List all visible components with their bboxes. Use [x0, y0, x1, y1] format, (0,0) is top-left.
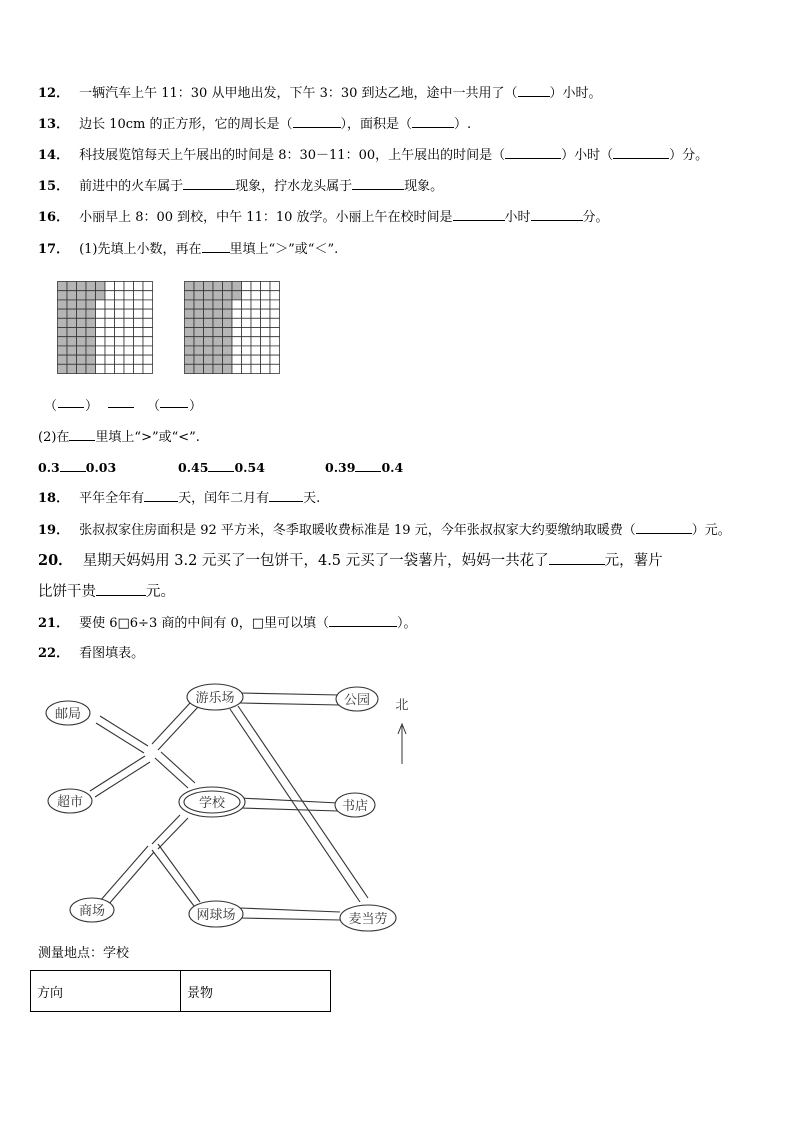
- answer-blank[interactable]: [636, 521, 692, 534]
- grid-cell: [232, 300, 242, 309]
- grid-cell-shaded: [223, 300, 233, 309]
- grid-cell: [270, 282, 280, 291]
- grid-cell: [105, 309, 115, 318]
- grid-cell-shaded: [213, 300, 223, 309]
- grid-cell: [261, 364, 271, 373]
- grid-cell: [96, 300, 106, 309]
- grid-cell: [96, 328, 106, 337]
- grid-cell-shaded: [77, 346, 87, 355]
- grid-cell: [251, 300, 261, 309]
- compare-item-2: 0.45 0.54: [178, 460, 265, 475]
- grid-cell-shaded: [223, 328, 233, 337]
- grid-cell: [143, 282, 153, 291]
- grid-cell: [251, 355, 261, 364]
- grid-cell: [261, 291, 271, 300]
- road: [152, 703, 198, 750]
- question-15: 15． 前进中的火车属于 现象，拧水龙头属于 现象。: [38, 179, 444, 194]
- grid-cell-shaded: [86, 355, 96, 364]
- grid-cell: [251, 282, 261, 291]
- answer-blank[interactable]: [293, 115, 341, 128]
- grid-cell: [105, 328, 115, 337]
- grid-cell-shaded: [204, 300, 214, 309]
- question-13: 13． 边长 10cm 的正方形，它的周长是（ ），面积是（ ）.: [38, 117, 472, 132]
- grid-cell-shaded: [223, 282, 233, 291]
- grid-cell: [261, 328, 271, 337]
- grid-cell-shaded: [77, 291, 87, 300]
- answer-blank[interactable]: [160, 395, 188, 408]
- map-label: 麦当劳: [348, 912, 388, 927]
- grid-cell: [124, 318, 134, 327]
- grid-cell: [96, 337, 106, 346]
- grid-cell-shaded: [213, 282, 223, 291]
- table-header-scenery: 景物: [181, 971, 331, 1012]
- grid-cell: [232, 364, 242, 373]
- grid-cell: [143, 346, 153, 355]
- question-number: 14．: [38, 148, 70, 163]
- grid-cell: [242, 328, 252, 337]
- grid-cell: [270, 337, 280, 346]
- answer-blank[interactable]: [518, 84, 550, 97]
- grid-cell: [96, 346, 106, 355]
- question-12: 12． 一辆汽车上午 11：30 从甲地出发，下午 3：30 到达乙地，途中一共用了（ ）小时。: [38, 86, 602, 101]
- question-16: 16． 小丽早上 8：00 到校，中午 11：10 放学。小丽上午在校时间是 小时 分。: [38, 210, 609, 225]
- grid-cell-shaded: [86, 291, 96, 300]
- grid-cell-shaded: [77, 337, 87, 346]
- map-label: 游乐场: [195, 691, 235, 706]
- grid-cell: [261, 309, 271, 318]
- grid-cell: [124, 346, 134, 355]
- grid-cell-shaded: [223, 364, 233, 373]
- question-number: 17．: [38, 242, 70, 257]
- grid-cell: [105, 282, 115, 291]
- grid-cell: [115, 300, 125, 309]
- answer-blank[interactable]: [531, 208, 583, 221]
- answer-blank[interactable]: [505, 146, 561, 159]
- grid-cell-shaded: [194, 328, 204, 337]
- road: [100, 846, 154, 905]
- grid-cell: [105, 364, 115, 373]
- grid-cell-shaded: [213, 309, 223, 318]
- grid-cell: [232, 328, 242, 337]
- measure-label: 测量地点：学校: [38, 946, 130, 961]
- grid-cell-shaded: [185, 309, 195, 318]
- map-label: 网球场: [196, 908, 236, 923]
- grid-cell-shaded: [185, 300, 195, 309]
- grid-cell-shaded: [185, 346, 195, 355]
- answer-blank[interactable]: [69, 428, 95, 441]
- grid-cell-shaded: [213, 364, 223, 373]
- grid-cell: [105, 346, 115, 355]
- grid-cell: [134, 355, 144, 364]
- grid-cell: [143, 337, 153, 346]
- question-number: 21．: [38, 616, 70, 631]
- grid-cell: [105, 318, 115, 327]
- road: [240, 693, 340, 705]
- grid-cell: [251, 337, 261, 346]
- grid-cell-shaded: [58, 318, 68, 327]
- compare-item-3: 0.39 0.4: [325, 460, 404, 475]
- question-number: 20．: [38, 552, 73, 569]
- grid-cell-shaded: [204, 282, 214, 291]
- grid-cell-shaded: [86, 364, 96, 373]
- grid-cell-shaded: [67, 300, 77, 309]
- grid-cell-shaded: [213, 328, 223, 337]
- grid-cell-shaded: [185, 328, 195, 337]
- compare-item-1: 0.3 0.03: [38, 460, 117, 475]
- question-20: 20． 星期天妈妈用 3.2 元买了一包饼干，4.5 元买了一袋薯片，妈妈一共花了 元，薯片: [38, 552, 663, 569]
- grid-cell: [232, 346, 242, 355]
- grid-cell: [261, 337, 271, 346]
- grid-cell: [270, 355, 280, 364]
- grid-cell: [96, 318, 106, 327]
- grid-cell-shaded: [77, 318, 87, 327]
- grid-cell: [261, 300, 271, 309]
- grid-cell: [143, 328, 153, 337]
- grid-cell: [105, 300, 115, 309]
- grid-cell-shaded: [194, 337, 204, 346]
- road: [152, 815, 188, 849]
- grid-cell: [143, 355, 153, 364]
- grid-cell: [261, 346, 271, 355]
- answer-blank[interactable]: [58, 395, 84, 408]
- grid-cell-shaded: [223, 355, 233, 364]
- grid-cell-shaded: [96, 291, 106, 300]
- grid-cell-shaded: [77, 282, 87, 291]
- grid-cell-shaded: [185, 355, 195, 364]
- grid-cell: [242, 300, 252, 309]
- grid-cell-shaded: [185, 337, 195, 346]
- grid-cell-shaded: [67, 282, 77, 291]
- grid-cell-shaded: [67, 337, 77, 346]
- grid-cell-shaded: [86, 337, 96, 346]
- grid-cell-shaded: [232, 282, 242, 291]
- grid-cell: [105, 337, 115, 346]
- grid-cell-shaded: [77, 309, 87, 318]
- grid-cell-shaded: [58, 309, 68, 318]
- grid-cell: [124, 291, 134, 300]
- question-14: 14． 科技展览馆每天上午展出的时间是 8：30－11：00，上午展出的时间是（ ）小时（ ）分。: [38, 148, 709, 163]
- grid-cell-shaded: [194, 291, 204, 300]
- question-21: 21． 要使 6□6÷3 商的中间有 0，□里可以填（ ）。: [38, 616, 417, 631]
- grid-cell-shaded: [86, 346, 96, 355]
- grid-cell: [143, 309, 153, 318]
- grid-cell: [124, 282, 134, 291]
- grid-cell-shaded: [213, 291, 223, 300]
- compare-blank[interactable]: [108, 395, 134, 408]
- grid-cell: [115, 346, 125, 355]
- grid-cell: [115, 364, 125, 373]
- grid-cell-shaded: [232, 291, 242, 300]
- question-17: 17． (1)先填上小数，再在 里填上“＞”或“＜”.: [38, 242, 339, 257]
- direction-table: [30, 970, 331, 1012]
- grid-cell: [270, 300, 280, 309]
- grid-cell: [232, 318, 242, 327]
- grid-cell: [124, 364, 134, 373]
- answer-blank[interactable]: [453, 208, 505, 221]
- grid-cell: [251, 318, 261, 327]
- grid-cell: [251, 328, 261, 337]
- grid-cell-shaded: [77, 355, 87, 364]
- grid-cell-shaded: [96, 282, 106, 291]
- grid-cell-shaded: [58, 337, 68, 346]
- grid-cell-shaded: [86, 318, 96, 327]
- grid-cell: [115, 355, 125, 364]
- map-diagram: [40, 676, 420, 938]
- grid-cell-shaded: [77, 364, 87, 373]
- grid-cell: [232, 355, 242, 364]
- grid-cell-shaded: [58, 364, 68, 373]
- map-label: 邮局: [54, 707, 82, 722]
- grid-cell: [261, 318, 271, 327]
- grid-cell: [232, 337, 242, 346]
- grid-cell-shaded: [86, 328, 96, 337]
- grid-cell-shaded: [204, 328, 214, 337]
- grid-cell: [143, 364, 153, 373]
- map-label: 超市: [56, 795, 84, 810]
- map-label: 公园: [343, 693, 371, 708]
- grid-cell-shaded: [58, 328, 68, 337]
- answer-blank[interactable]: [144, 489, 178, 502]
- hundred-grid-right: [184, 281, 280, 374]
- grid-cell-shaded: [213, 318, 223, 327]
- grid-cell: [115, 328, 125, 337]
- grid-cell-shaded: [204, 364, 214, 373]
- grid-cell-shaded: [67, 309, 77, 318]
- grid-cell: [124, 300, 134, 309]
- answer-blank[interactable]: [96, 583, 146, 596]
- map-label: 书店: [341, 799, 369, 814]
- grid-cell-shaded: [223, 309, 233, 318]
- grid-cell: [242, 282, 252, 291]
- grid-cell-shaded: [194, 355, 204, 364]
- grid-cell-shaded: [223, 346, 233, 355]
- grid-cell-shaded: [58, 355, 68, 364]
- grid-cell: [232, 309, 242, 318]
- grid-cell-shaded: [223, 318, 233, 327]
- grid-cell: [143, 318, 153, 327]
- grid-cell-shaded: [185, 364, 195, 373]
- grid-cell-shaded: [86, 300, 96, 309]
- road: [152, 844, 200, 906]
- answer-blank[interactable]: [412, 115, 454, 128]
- grid-cell: [96, 309, 106, 318]
- grid-cell-shaded: [213, 355, 223, 364]
- question-22: 22． 看图填表。: [38, 646, 145, 661]
- grid-cell: [134, 300, 144, 309]
- grid-cell: [134, 309, 144, 318]
- grid-cell: [242, 318, 252, 327]
- road: [155, 752, 195, 788]
- grid-cell: [134, 328, 144, 337]
- grid-cell-shaded: [67, 346, 77, 355]
- grid-cell: [242, 291, 252, 300]
- grid-cell: [115, 318, 125, 327]
- question-number: 18．: [38, 491, 70, 506]
- compare-blank[interactable]: [60, 459, 86, 472]
- question-number: 19．: [38, 523, 70, 538]
- grid-cell: [134, 318, 144, 327]
- grid-cell-shaded: [194, 364, 204, 373]
- grid-cell-shaded: [194, 282, 204, 291]
- grid-cell: [270, 364, 280, 373]
- road: [240, 798, 338, 811]
- grid-cell: [134, 337, 144, 346]
- grid-cell-shaded: [194, 346, 204, 355]
- grid-cell: [115, 309, 125, 318]
- compare-blank[interactable]: [208, 459, 234, 472]
- grid-cell-shaded: [67, 291, 77, 300]
- grid-cell: [115, 337, 125, 346]
- grid-cell-shaded: [67, 355, 77, 364]
- grid-cell-shaded: [213, 346, 223, 355]
- north-label: 北: [395, 698, 409, 713]
- grid-cell: [242, 309, 252, 318]
- grid-cell: [242, 364, 252, 373]
- grid-cell: [251, 309, 261, 318]
- grid-cell: [96, 355, 106, 364]
- grid-cell: [251, 291, 261, 300]
- grid-cell: [134, 282, 144, 291]
- answer-blank[interactable]: [202, 240, 230, 253]
- grid-cell: [251, 346, 261, 355]
- grid-cell: [242, 346, 252, 355]
- grid-cell-shaded: [86, 309, 96, 318]
- grid-cell: [105, 291, 115, 300]
- question-20-line2: 比饼干贵 元。: [38, 584, 175, 600]
- grid-cell-shaded: [223, 291, 233, 300]
- grid-cell-shaded: [194, 318, 204, 327]
- grid-cell-shaded: [204, 346, 214, 355]
- grid-cell-shaded: [67, 364, 77, 373]
- answer-blank[interactable]: [269, 489, 303, 502]
- grid-cell: [143, 291, 153, 300]
- grid-cell-shaded: [204, 291, 214, 300]
- grid-cell-shaded: [213, 337, 223, 346]
- compare-blank[interactable]: [355, 459, 381, 472]
- grid-cell-shaded: [67, 318, 77, 327]
- grid-cell-shaded: [185, 282, 195, 291]
- map-label: 学校: [198, 796, 226, 811]
- grid-cell: [242, 337, 252, 346]
- grid-cell: [270, 318, 280, 327]
- grid-cell-shaded: [204, 318, 214, 327]
- question-number: 12．: [38, 86, 70, 101]
- grid-cell: [96, 364, 106, 373]
- grid-cell-shaded: [77, 300, 87, 309]
- grid-cell-shaded: [67, 328, 77, 337]
- grid-cell: [124, 309, 134, 318]
- grid-cell-shaded: [185, 318, 195, 327]
- grid-cell: [124, 355, 134, 364]
- question-number: 16．: [38, 210, 70, 225]
- question-number: 22．: [38, 646, 70, 661]
- grid-cell-shaded: [58, 282, 68, 291]
- grid-cell-shaded: [58, 300, 68, 309]
- question-17-part2: (2)在 里填上“>”或“<”.: [38, 430, 200, 445]
- grid-cell: [261, 355, 271, 364]
- answer-blank[interactable]: [183, 177, 235, 190]
- grid-cell: [143, 300, 153, 309]
- question-number: 13．: [38, 117, 70, 132]
- grid-cell-shaded: [86, 282, 96, 291]
- grid-cell: [270, 309, 280, 318]
- north-arrow-icon: [398, 724, 406, 764]
- grid-cell: [115, 291, 125, 300]
- grid-cell-shaded: [204, 337, 214, 346]
- grid-cell: [134, 291, 144, 300]
- road: [240, 908, 340, 920]
- grid-cell: [105, 355, 115, 364]
- road: [96, 716, 148, 753]
- grid-cell-shaded: [77, 328, 87, 337]
- grid-cell-shaded: [185, 291, 195, 300]
- grid-cell: [270, 291, 280, 300]
- answer-blank[interactable]: [549, 552, 605, 565]
- table-header-direction: 方向: [31, 971, 181, 1012]
- grid-cell: [124, 328, 134, 337]
- question-19: 19． 张叔叔家住房面积是 92 平方米，冬季取暖收费标准是 19 元，今年张叔叔家大约要缴纳取暖费（ ）元。: [38, 523, 731, 538]
- grid-cell: [134, 346, 144, 355]
- hundred-grid-left: [57, 281, 153, 374]
- grid-cell: [261, 282, 271, 291]
- grid-cell: [134, 364, 144, 373]
- grid-cell-shaded: [58, 291, 68, 300]
- grid-cell-shaded: [204, 355, 214, 364]
- grid-cell: [270, 346, 280, 355]
- grid-cell: [124, 337, 134, 346]
- answer-blank[interactable]: [352, 177, 404, 190]
- answer-blank[interactable]: [329, 614, 397, 627]
- answer-blank[interactable]: [613, 146, 669, 159]
- grid-cell-shaded: [194, 309, 204, 318]
- grid-cell-shaded: [223, 337, 233, 346]
- question-18: 18． 平年全年有 天，闰年二月有 天.: [38, 491, 321, 506]
- grid-cell-shaded: [204, 309, 214, 318]
- question-number: 15．: [38, 179, 70, 194]
- map-label: 商场: [78, 904, 106, 919]
- grid-cell: [251, 364, 261, 373]
- grid-cell: [242, 355, 252, 364]
- grid-cell: [270, 328, 280, 337]
- grid-cell-shaded: [58, 346, 68, 355]
- grid-cell-shaded: [194, 300, 204, 309]
- road: [90, 756, 150, 797]
- grid-cell: [115, 282, 125, 291]
